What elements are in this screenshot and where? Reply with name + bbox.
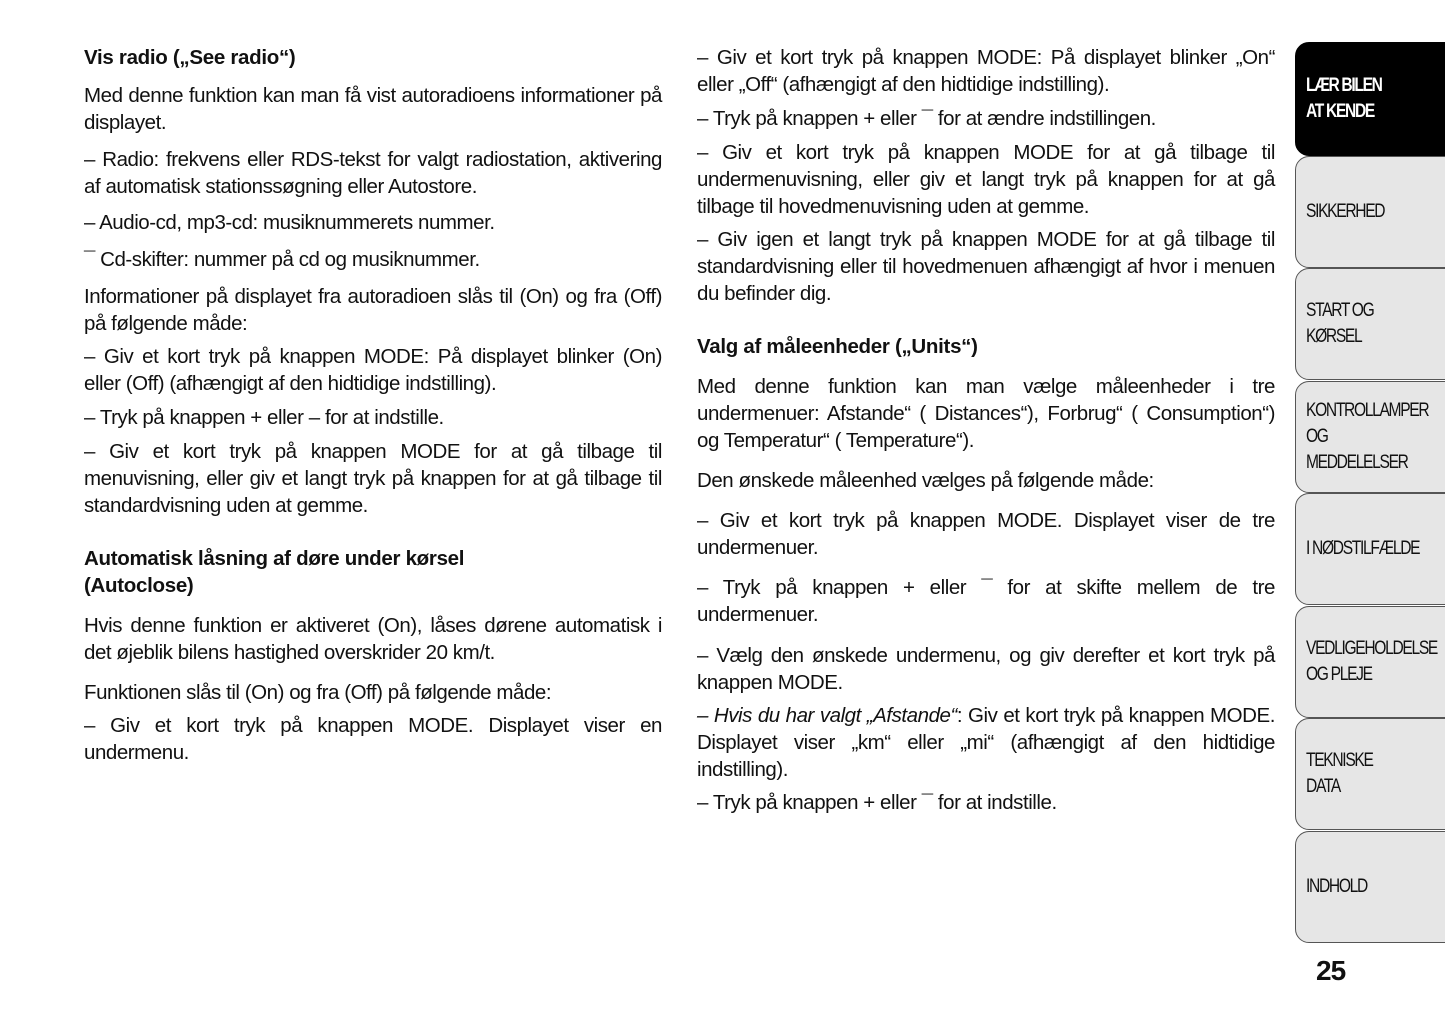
- tab-label: I NØDSTILFÆLDE: [1306, 538, 1420, 559]
- tab-tekniske-data[interactable]: [1295, 718, 1445, 830]
- heading-units: Valg af måleenheder („Units“): [697, 335, 978, 358]
- paragraph: Hvis denne funktion er aktiveret (On), låses dørene automatisk i det øjeblik bilens hastighed overskrider 20 km/t.: [84, 614, 662, 664]
- tab-label: KONTROLLAMPER OG MEDDELELSER: [1306, 400, 1429, 473]
- tab-indhold[interactable]: [1295, 831, 1445, 943]
- paragraph: Med denne funktion kan man få vist autoradioens informationer på displayet.: [84, 84, 662, 134]
- tab-label: LÆR BILEN AT KENDE: [1306, 75, 1382, 122]
- heading-vis-radio: Vis radio („See radio“): [84, 46, 296, 69]
- tab-i-nodstilfaelde[interactable]: [1295, 493, 1445, 605]
- paragraph: – Tryk på knappen + eller ¯ for at skifte mellem de tre undermenuer.: [697, 576, 1275, 626]
- paragraph: Den ønskede måleenhed vælges på følgende måde:: [697, 469, 1154, 492]
- paragraph: Funktionen slås til (On) og fra (Off) på følgende måde:: [84, 681, 552, 704]
- paragraph: – Giv et kort tryk på knappen MODE. Displayet viser de tre undermenuer.: [697, 509, 1275, 559]
- italic-prefix: – Hvis du har valgt „Afstande“: [697, 704, 957, 727]
- paragraph: – Giv igen et langt tryk på knappen MODE for at gå tilbage til standardvisning eller til hovedmenuen afhængigt af hvor i menuen du befinder dig.: [697, 228, 1275, 305]
- heading-autoclose: Automatisk låsning af døre under kørsel (Autoclose): [84, 547, 465, 597]
- paragraph: Med denne funktion kan man vælge måleenheder i tre undermenuer: Afstande“ ( Distances“), Forbrug“ ( Consumption“) og Temperatur“ ( Temperature“).: [697, 375, 1275, 452]
- tab-label: TEKNISKE DATA: [1306, 750, 1373, 797]
- page-number: 25: [1316, 955, 1346, 986]
- paragraph: – Giv et kort tryk på knappen MODE: På displayet blinker (On) eller (Off) (afhængigt af den hidtidige indstilling).: [84, 345, 662, 395]
- tab-label: START OG KØRSEL: [1306, 300, 1374, 347]
- tab-label: SIKKERHED: [1306, 201, 1385, 222]
- paragraph: – Giv et kort tryk på knappen MODE for at gå tilbage til menuvisning, eller giv et langt tryk på knappen for at gå tilbage til standardvisning uden at gemme.: [84, 440, 662, 517]
- paragraph: – Audio-cd, mp3-cd: musiknummerets nummer.: [84, 211, 495, 234]
- tab-label: VEDLIGEHOLDELSE OG PLEJE: [1306, 638, 1437, 685]
- paragraph: – Giv et kort tryk på knappen MODE: På displayet blinker „On“ eller „Off“ (afhængigt af den hidtidige indstilling).: [697, 46, 1275, 96]
- paragraph: – Tryk på knappen + eller ¯ for at indstille.: [697, 791, 1057, 814]
- tab-sikkerhed[interactable]: [1295, 156, 1445, 268]
- paragraph: ¯ Cd-skifter: nummer på cd og musiknummer.: [84, 248, 480, 271]
- tab-vedligeholdelse[interactable]: [1295, 606, 1445, 718]
- paragraph: Informationer på displayet fra autoradioen slås til (On) og fra (Off) på følgende måde:: [84, 285, 662, 335]
- tab-label: INDHOLD: [1306, 876, 1367, 897]
- paragraph: [697, 702, 1275, 783]
- tab-start-og-korsel[interactable]: [1295, 268, 1445, 380]
- tab-laer-bilen-at-kende[interactable]: [1295, 42, 1445, 156]
- paragraph: – Tryk på knappen + eller ¯ for at ændre indstillingen.: [697, 107, 1156, 130]
- tab-kontrollamper[interactable]: [1295, 381, 1445, 493]
- paragraph: – Tryk på knappen + eller – for at indstille.: [84, 406, 444, 429]
- paragraph: – Giv et kort tryk på knappen MODE. Displayet viser en undermenu.: [84, 714, 662, 764]
- paragraph: – Radio: frekvens eller RDS-tekst for valgt radiostation, aktivering af automatisk stationssøgning eller Autostore.: [84, 148, 662, 198]
- paragraph-rest: : Giv et kort tryk på knappen MODE. Displayet viser „km“ eller „mi“ (afhængigt af den hidtidige indstilling).: [697, 704, 1276, 781]
- paragraph: – Giv et kort tryk på knappen MODE for at gå tilbage til undermenuvisning, eller giv et langt tryk på knappen for at gå tilbage til hovedmenuvisning uden at gemme.: [697, 141, 1275, 218]
- paragraph: – Vælg den ønskede undermenu, og giv derefter et kort tryk på knappen MODE.: [697, 644, 1275, 694]
